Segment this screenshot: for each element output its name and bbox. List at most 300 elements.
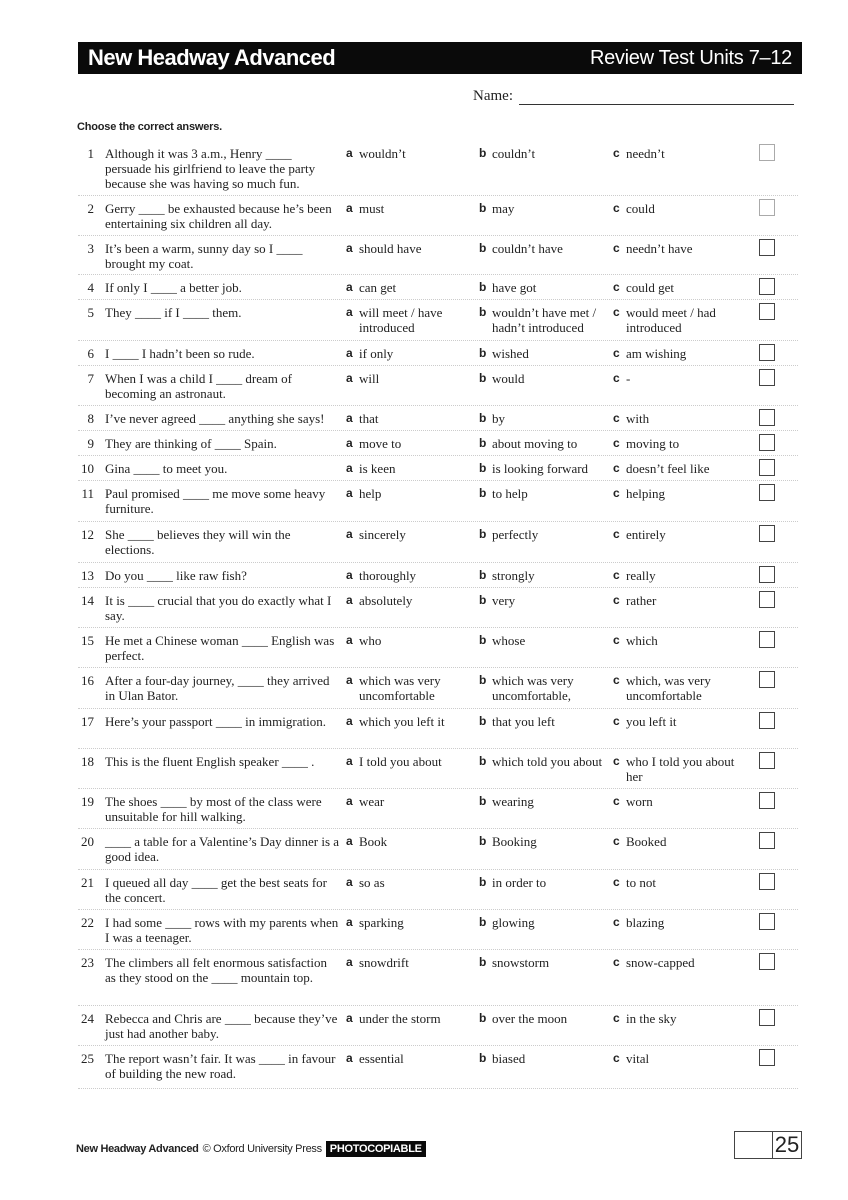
option-text: sparking (359, 915, 404, 930)
question-number: 18 (81, 754, 94, 769)
question-text: ____ a table for a Valentine’s Day dinner is a good idea. (105, 834, 340, 864)
question-number: 12 (81, 527, 94, 542)
option-a[interactable] (346, 714, 470, 729)
row-divider (78, 1088, 798, 1089)
option-c[interactable] (613, 486, 743, 501)
option-letter: c (613, 915, 620, 929)
option-a[interactable] (346, 955, 470, 970)
question-number: 25 (81, 1051, 94, 1066)
option-text: will (359, 371, 380, 386)
option-c[interactable] (613, 201, 743, 216)
option-text: essential (359, 1051, 404, 1066)
option-b[interactable] (479, 955, 607, 970)
option-text: in the sky (626, 1011, 677, 1026)
option-text: which (626, 633, 658, 648)
row-divider (78, 455, 798, 456)
option-letter: a (346, 146, 353, 160)
name-input-line[interactable] (519, 90, 794, 105)
row-divider (78, 627, 798, 628)
option-text: move to (359, 436, 402, 451)
option-c[interactable] (613, 633, 743, 648)
answer-box[interactable] (759, 631, 775, 648)
footer-publisher: © Oxford University Press (202, 1143, 322, 1155)
option-letter: c (613, 241, 620, 255)
option-a[interactable] (346, 280, 470, 295)
option-text: could (626, 201, 655, 216)
option-letter: a (346, 486, 353, 500)
option-text: Book (359, 834, 388, 849)
question-number: 22 (81, 915, 94, 930)
answer-box[interactable] (759, 792, 775, 809)
option-text: strongly (492, 568, 535, 583)
row-divider (78, 1005, 798, 1006)
answer-box[interactable] (759, 953, 775, 970)
question-number: 15 (81, 633, 94, 648)
option-c[interactable] (613, 673, 743, 703)
option-letter: a (346, 280, 353, 294)
option-text: I told you about (359, 754, 442, 769)
option-letter: a (346, 593, 353, 607)
option-b[interactable] (479, 714, 607, 729)
option-c[interactable] (613, 915, 743, 930)
option-letter: b (479, 834, 487, 848)
option-text: is keen (359, 461, 396, 476)
option-b[interactable] (479, 568, 607, 583)
option-c[interactable] (613, 794, 743, 809)
option-text: must (359, 201, 385, 216)
row-divider (78, 748, 798, 749)
question-number: 17 (81, 714, 94, 729)
answer-box[interactable] (759, 566, 775, 583)
option-text: helping (626, 486, 665, 501)
option-letter: b (479, 754, 487, 768)
question-text: Rebecca and Chris are ____ because they’ve just had another baby. (105, 1011, 338, 1041)
question-number: 9 (87, 436, 94, 451)
option-letter: a (346, 714, 353, 728)
question-number: 4 (87, 280, 94, 295)
question-text: The climbers all felt enormous satisfaction as they stood on the ____ mountain top. (105, 955, 328, 985)
row-divider (78, 274, 798, 275)
answer-box[interactable] (759, 344, 775, 361)
option-letter: b (479, 673, 487, 687)
option-letter: a (346, 754, 353, 768)
question-number: 5 (87, 305, 94, 320)
option-letter: a (346, 875, 353, 889)
option-letter: a (346, 568, 353, 582)
option-text: wouldn’t have met / hadn’t introduced (492, 305, 597, 335)
answer-box[interactable] (759, 671, 775, 688)
option-b[interactable] (479, 1051, 607, 1066)
question-number: 3 (87, 241, 94, 256)
option-letter: b (479, 875, 487, 889)
option-b[interactable] (479, 305, 607, 335)
option-text: would (492, 371, 525, 386)
answer-box[interactable] (759, 199, 775, 216)
row-divider (78, 667, 798, 668)
option-text: couldn’t have (492, 241, 563, 256)
question-number: 19 (81, 794, 94, 809)
question-text: He met a Chinese woman ____ English was perfect. (105, 633, 335, 663)
option-letter: c (613, 201, 620, 215)
option-letter: b (479, 527, 487, 541)
option-letter: c (613, 436, 620, 450)
option-c[interactable] (613, 436, 743, 451)
question-text: She ____ believes they will win the elections. (105, 527, 291, 557)
question-number: 6 (87, 346, 94, 361)
option-c[interactable] (613, 875, 743, 890)
footer-book-title: New Headway Advanced (76, 1143, 199, 1155)
option-text: wouldn’t (359, 146, 406, 161)
option-text: very (492, 593, 516, 608)
option-b[interactable] (479, 1011, 607, 1026)
option-text: rather (626, 593, 657, 608)
row-divider (78, 340, 798, 341)
option-b[interactable] (479, 834, 607, 849)
option-letter: b (479, 1051, 487, 1065)
question-text: I’ve never agreed ____ anything she says! (105, 411, 325, 426)
option-c[interactable] (613, 411, 743, 426)
answer-box[interactable] (759, 1009, 775, 1026)
option-b[interactable] (479, 875, 607, 890)
row-divider (78, 235, 798, 236)
option-a[interactable] (346, 146, 470, 161)
option-b[interactable] (479, 794, 607, 809)
question-text: It is ____ crucial that you do exactly what I say. (105, 593, 332, 623)
option-a[interactable] (346, 568, 470, 583)
option-letter: c (613, 875, 620, 889)
answer-box[interactable] (759, 434, 775, 451)
question-text: This is the fluent English speaker ____ . (105, 754, 315, 769)
option-b[interactable] (479, 633, 607, 648)
photocopiable-badge: PHOTOCOPIABLE (326, 1141, 426, 1157)
option-letter: c (613, 955, 620, 969)
option-text: really (626, 568, 656, 583)
option-letter: c (613, 461, 620, 475)
option-a[interactable] (346, 673, 470, 703)
option-b[interactable] (479, 436, 607, 451)
option-text: absolutely (359, 593, 413, 608)
option-b[interactable] (479, 280, 607, 295)
option-letter: a (346, 346, 353, 360)
option-c[interactable] (613, 754, 743, 784)
option-text: could get (626, 280, 675, 295)
option-a[interactable] (346, 436, 470, 451)
question-text: It’s been a warm, sunny day so I ____ brought my coat. (105, 241, 303, 271)
answer-box[interactable] (759, 525, 775, 542)
row-divider (78, 949, 798, 950)
option-text: that (359, 411, 379, 426)
option-text: you left it (626, 714, 677, 729)
option-text: wearing (492, 794, 534, 809)
option-letter: b (479, 305, 487, 319)
option-b[interactable] (479, 527, 607, 542)
footer (76, 1141, 426, 1157)
option-letter: c (613, 371, 620, 385)
option-text: vital (626, 1051, 650, 1066)
option-letter: c (613, 527, 620, 541)
option-letter: a (346, 305, 353, 319)
question-text: If only I ____ a better job. (105, 280, 242, 295)
option-letter: a (346, 633, 353, 647)
option-c[interactable] (613, 371, 743, 386)
row-divider (78, 788, 798, 789)
answer-box[interactable] (759, 278, 775, 295)
option-letter: c (613, 794, 620, 808)
option-text: under the storm (359, 1011, 441, 1026)
answer-box[interactable] (759, 144, 775, 161)
option-c[interactable] (613, 955, 743, 970)
book-title: New Headway Advanced (88, 45, 336, 70)
question-number: 13 (81, 568, 94, 583)
option-a[interactable] (346, 305, 470, 335)
option-letter: b (479, 714, 487, 728)
option-a[interactable] (346, 241, 470, 256)
option-text: who (359, 633, 382, 648)
option-letter: c (613, 146, 620, 160)
option-text: so as (359, 875, 385, 890)
option-a[interactable] (346, 346, 470, 361)
question-text: The report wasn’t fair. It was ____ in favour of building the new road. (105, 1051, 336, 1081)
option-text: perfectly (492, 527, 539, 542)
question-number: 2 (87, 201, 94, 216)
option-letter: b (479, 371, 487, 385)
option-text: couldn’t (492, 146, 536, 161)
option-b[interactable] (479, 593, 607, 608)
question-number: 11 (81, 486, 94, 501)
question-text: Here’s your passport ____ in immigration. (105, 714, 326, 729)
option-b[interactable] (479, 461, 607, 476)
answer-box[interactable] (759, 712, 775, 729)
option-text: am wishing (626, 346, 687, 361)
question-number: 23 (81, 955, 94, 970)
option-c[interactable] (613, 241, 743, 256)
option-text: help (359, 486, 382, 501)
row-divider (78, 299, 798, 300)
option-letter: c (613, 673, 620, 687)
option-c[interactable] (613, 1051, 743, 1066)
option-c[interactable] (613, 461, 743, 476)
option-b[interactable] (479, 371, 607, 386)
option-text: that you left (492, 714, 555, 729)
question-number: 24 (81, 1011, 94, 1026)
option-letter: b (479, 280, 487, 294)
option-c[interactable] (613, 714, 743, 729)
option-text: worn (626, 794, 653, 809)
answer-box[interactable] (759, 873, 775, 890)
answer-box[interactable] (759, 303, 775, 320)
option-text: by (492, 411, 505, 426)
row-divider (78, 909, 798, 910)
option-text: wished (492, 346, 529, 361)
option-a[interactable] (346, 201, 470, 216)
option-text: snowstorm (492, 955, 550, 970)
option-c[interactable] (613, 568, 743, 583)
name-label: Name: (473, 88, 513, 104)
answer-box[interactable] (759, 591, 775, 608)
option-letter: a (346, 411, 353, 425)
option-letter: c (613, 834, 620, 848)
row-divider (78, 708, 798, 709)
option-letter: c (613, 593, 620, 607)
option-text: whose (492, 633, 526, 648)
option-text: entirely (626, 527, 666, 542)
question-number: 8 (87, 411, 94, 426)
option-a[interactable] (346, 527, 470, 542)
option-a[interactable] (346, 486, 470, 501)
row-divider (78, 587, 798, 588)
option-c[interactable] (613, 346, 743, 361)
option-text: moving to (626, 436, 680, 451)
answer-box[interactable] (759, 913, 775, 930)
question-number: 1 (87, 146, 94, 161)
question-text: Paul promised ____ me move some heavy furniture. (105, 486, 326, 516)
question-text: I ____ I hadn’t been so rude. (105, 346, 255, 361)
question-number: 21 (81, 875, 94, 890)
option-c[interactable] (613, 1011, 743, 1026)
name-field-row (473, 88, 794, 105)
option-letter: c (613, 754, 620, 768)
option-letter: b (479, 915, 487, 929)
option-a[interactable] (346, 1051, 470, 1066)
option-letter: b (479, 146, 487, 160)
answer-box[interactable] (759, 832, 775, 849)
option-b[interactable] (479, 411, 607, 426)
option-letter: b (479, 241, 487, 255)
option-letter: c (613, 411, 620, 425)
option-a[interactable] (346, 371, 470, 386)
question-text: I had some ____ rows with my parents when I was a teenager. (105, 915, 339, 945)
option-a[interactable] (346, 834, 470, 849)
option-text: sincerely (359, 527, 406, 542)
option-text: which you left it (359, 714, 445, 729)
answer-box[interactable] (759, 239, 775, 256)
option-a[interactable] (346, 461, 470, 476)
page-number: 25 (772, 1132, 801, 1158)
option-c[interactable] (613, 305, 743, 335)
option-letter: a (346, 201, 353, 215)
option-text: to not (626, 875, 656, 890)
option-text: needn’t have (626, 241, 693, 256)
option-text: blazing (626, 915, 665, 930)
option-b[interactable] (479, 241, 607, 256)
option-letter: a (346, 241, 353, 255)
option-letter: c (613, 1011, 620, 1025)
option-text: which was very uncomfortable (359, 673, 441, 703)
option-letter: a (346, 834, 353, 848)
option-c[interactable] (613, 280, 743, 295)
option-letter: b (479, 461, 487, 475)
option-a[interactable] (346, 915, 470, 930)
question-number: 7 (87, 371, 94, 386)
answer-box[interactable] (759, 1049, 775, 1066)
answer-box[interactable] (759, 752, 775, 769)
option-text: biased (492, 1051, 526, 1066)
option-letter: b (479, 436, 487, 450)
option-text: can get (359, 280, 397, 295)
option-a[interactable] (346, 875, 470, 890)
option-b[interactable] (479, 673, 607, 703)
question-text: Gina ____ to meet you. (105, 461, 228, 476)
row-divider (78, 828, 798, 829)
option-letter: a (346, 673, 353, 687)
option-text: which, was very uncomfortable (626, 673, 711, 703)
option-text: to help (492, 486, 528, 501)
answer-box[interactable] (759, 369, 775, 386)
option-c[interactable] (613, 834, 743, 849)
instructions: Choose the correct answers. (77, 121, 222, 133)
option-text: thoroughly (359, 568, 417, 583)
option-text: who I told you about her (626, 754, 735, 784)
answer-box[interactable] (759, 409, 775, 426)
question-number: 16 (81, 673, 94, 688)
row-divider (78, 869, 798, 870)
option-a[interactable] (346, 593, 470, 608)
option-text: glowing (492, 915, 535, 930)
row-divider (78, 521, 798, 522)
option-text: needn’t (626, 146, 665, 161)
option-a[interactable] (346, 754, 470, 769)
row-divider (78, 405, 798, 406)
option-letter: b (479, 955, 487, 969)
row-divider (78, 195, 798, 196)
option-letter: c (613, 305, 620, 319)
option-b[interactable] (479, 146, 607, 161)
option-letter: c (613, 486, 620, 500)
option-letter: b (479, 568, 487, 582)
option-a[interactable] (346, 633, 470, 648)
option-b[interactable] (479, 346, 607, 361)
option-text: which told you about (492, 754, 603, 769)
question-number: 14 (81, 593, 94, 608)
option-a[interactable] (346, 1011, 470, 1026)
option-b[interactable] (479, 201, 607, 216)
option-text: - (626, 371, 631, 386)
option-b[interactable] (479, 915, 607, 930)
question-text: When I was a child I ____ dream of becoming an astronaut. (105, 371, 292, 401)
option-a[interactable] (346, 794, 470, 809)
answer-box[interactable] (759, 484, 775, 501)
option-c[interactable] (613, 527, 743, 542)
row-divider (78, 430, 798, 431)
row-divider (78, 562, 798, 563)
option-text: snowdrift (359, 955, 409, 970)
option-b[interactable] (479, 486, 607, 501)
option-letter: c (613, 714, 620, 728)
question-text: Although it was 3 a.m., Henry ____ persuade his girlfriend to leave the party because she was having so much fun. (105, 146, 316, 191)
option-text: Booked (626, 834, 667, 849)
option-letter: b (479, 633, 487, 647)
question-text: After a four-day journey, ____ they arrived in Ulan Bator. (105, 673, 330, 703)
option-a[interactable] (346, 411, 470, 426)
option-letter: a (346, 371, 353, 385)
question-text: The shoes ____ by most of the class were unsuitable for hill walking. (105, 794, 322, 824)
answer-box[interactable] (759, 459, 775, 476)
option-letter: c (613, 1051, 620, 1065)
option-text: Booking (492, 834, 537, 849)
question-number: 20 (81, 834, 94, 849)
option-letter: c (613, 633, 620, 647)
option-letter: b (479, 346, 487, 360)
option-b[interactable] (479, 754, 607, 769)
option-letter: b (479, 486, 487, 500)
option-c[interactable] (613, 593, 743, 608)
option-c[interactable] (613, 146, 743, 161)
question-text: They ____ if I ____ them. (105, 305, 242, 320)
option-letter: c (613, 280, 620, 294)
option-text: wear (359, 794, 385, 809)
option-text: if only (359, 346, 394, 361)
option-text: which was very uncomfortable, (492, 673, 574, 703)
